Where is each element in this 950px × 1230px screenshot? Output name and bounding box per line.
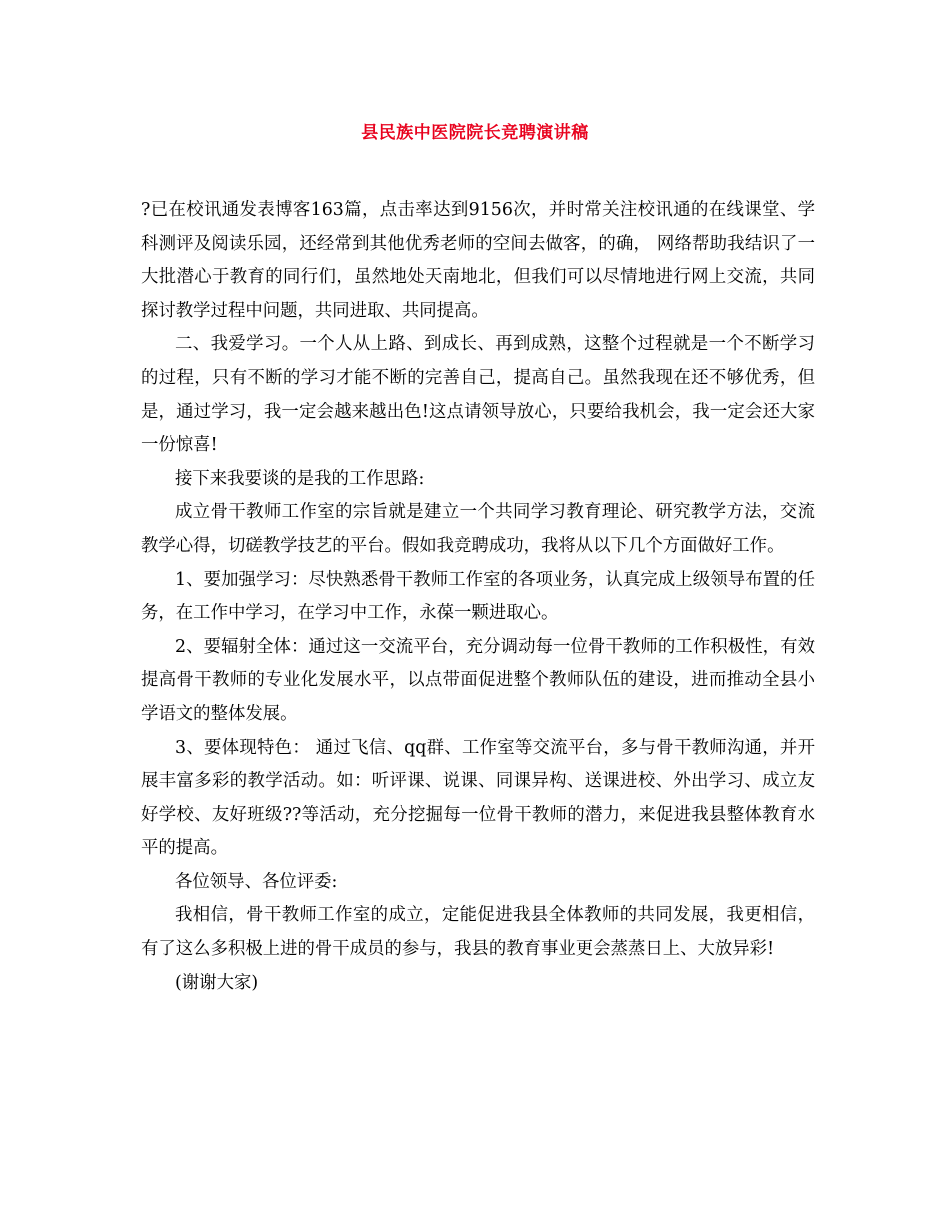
document-body <box>141 194 815 1000</box>
paragraph-point-3: 3、要体现特色： 通过飞信、qq群、工作室等交流平台，多与骨干教师沟通，并开展丰富多彩的教学活动。如：听评课、说课、同课异构、送课进校、外出学习、成立友好学校、友好班级??等活动，充分挖掘每一位骨干教师的潜力，来促进我县整体教育水平的提高。 <box>141 737 815 859</box>
paragraph-blog-intro: ?已在校讯通发表博客163篇，点击率达到9156次，并时常关注校讯通的在线课堂、学科测评及阅读乐园，还经常到其他优秀老师的空间去做客，的确， 网络帮助我结识了一大批潜心于教育的同行们，虽然地处天南地北，但我们可以尽情地进行网上交流，共同探讨教学过程中问题，共同进取、共同提高。 <box>141 200 815 321</box>
paragraph-love-learning: 二、我爱学习。一个人从上路、到成长、再到成熟，这整个过程就是一个不断学习的过程，只有不断的学习才能不断的完善自己，提高自己。虽然我现在还不够优秀，但是，通过学习，我一定会越来越出色!这点请领导放心，只要给我机会，我一定会还大家一份惊喜! <box>141 334 815 456</box>
paragraph-point-1: 1、要加强学习：尽快熟悉骨干教师工作室的各项业务，认真完成上级领导布置的任务，在工作中学习，在学习中工作，永葆一颗进取心。 <box>141 569 815 624</box>
paragraph-conclusion: 我相信，骨干教师工作室的成立，定能促进我县全体教师的共同发展，我更相信，有了这么多积极上进的骨干成员的参与，我县的教育事业更会蒸蒸日上、大放异彩! <box>141 905 815 960</box>
paragraph-thanks: (谢谢大家) <box>175 972 259 993</box>
paragraph-salutation: 各位领导、各位评委: <box>175 871 338 892</box>
paragraph-work-ideas-intro: 接下来我要谈的是我的工作思路: <box>175 468 425 489</box>
document-title: 县民族中医院院长竞聘演讲稿 <box>361 123 589 143</box>
paragraph-point-2: 2、要辐射全体：通过这一交流平台，充分调动每一位骨干教师的工作积极性，有效提高骨干教师的专业化发展水平，以点带面促进整个教师队伍的建设，进而推动全县小学语文的整体发展。 <box>141 636 815 724</box>
paragraph-studio-purpose: 成立骨干教师工作室的宗旨就是建立一个共同学习教育理论、研究教学方法，交流教学心得，切磋教学技艺的平台。假如我竞聘成功，我将从以下几个方面做好工作。 <box>141 502 815 556</box>
